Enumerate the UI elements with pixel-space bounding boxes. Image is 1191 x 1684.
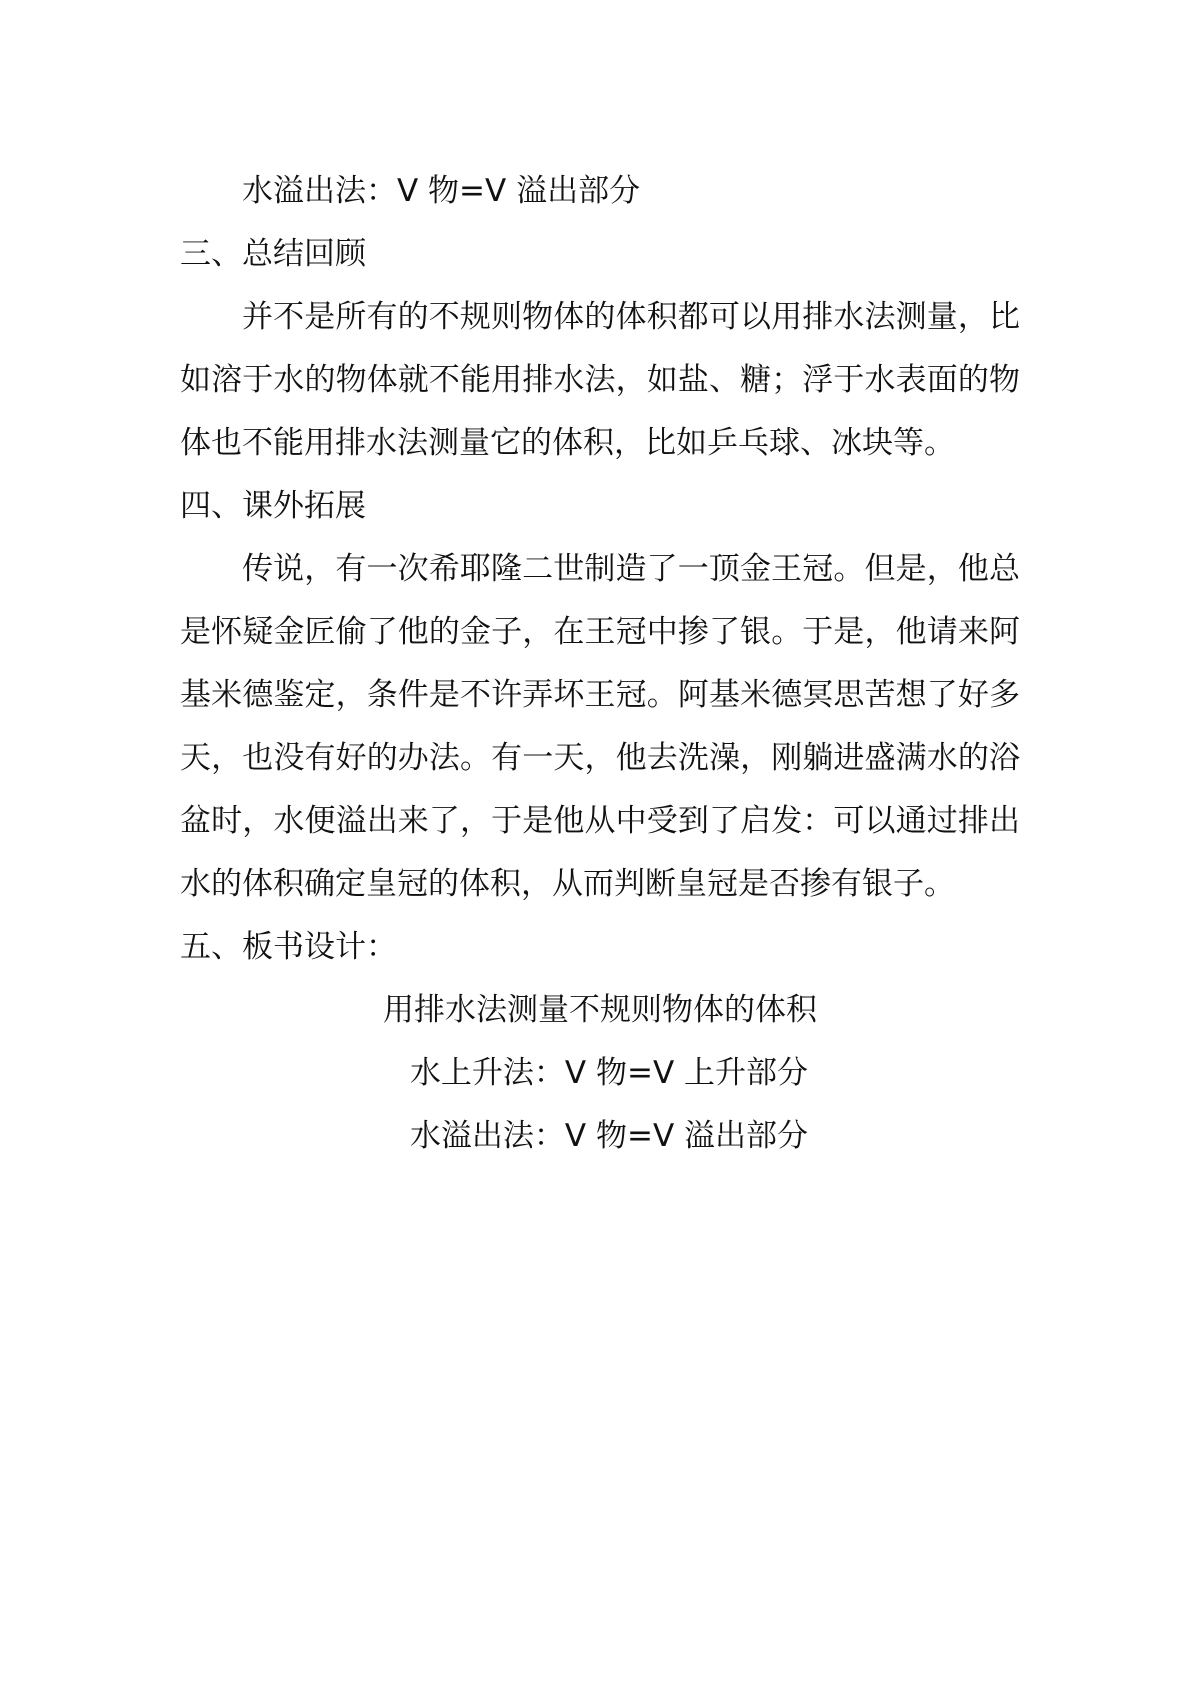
document-body <box>180 160 1020 1168</box>
board-title: 用排水法测量不规则物体的体积 <box>383 992 817 1028</box>
section-5-heading: 五、板书设计： <box>180 929 397 965</box>
section-4-heading: 四、课外拓展 <box>180 488 366 524</box>
section-4-paragraph: 传说，有一次希耶隆二世制造了一顶金王冠。但是，他总是怀疑金匠偷了他的金子，在王冠中掺了银。于是，他请来阿基米德鉴定，条件是不许弄坏王冠。阿基米德冥思苦想了好多天，也没有好的办法。有一天，他去洗澡，刚躺进盛满水的浴盆时，水便溢出来了，于是他从中受到了启发：可以通过排出水的体积确定皇冠的体积，从而判断皇冠是否掺有银子。 <box>180 551 1020 902</box>
section-3-paragraph: 并不是所有的不规则物体的体积都可以用排水法测量，比如溶于水的物体就不能用排水法，如盐、糖；浮于水表面的物体也不能用排水法测量它的体积，比如乒乓球、冰块等。 <box>180 299 1020 461</box>
section-3-heading: 三、总结回顾 <box>180 236 366 272</box>
board-design <box>180 979 1020 1168</box>
board-overflow-method: 水溢出法：V 物=V 溢出部分 <box>409 1118 809 1154</box>
overflow-method-line: 水溢出法：V 物=V 溢出部分 <box>242 173 641 209</box>
board-rise-method: 水上升法：V 物=V 上升部分 <box>409 1055 809 1091</box>
